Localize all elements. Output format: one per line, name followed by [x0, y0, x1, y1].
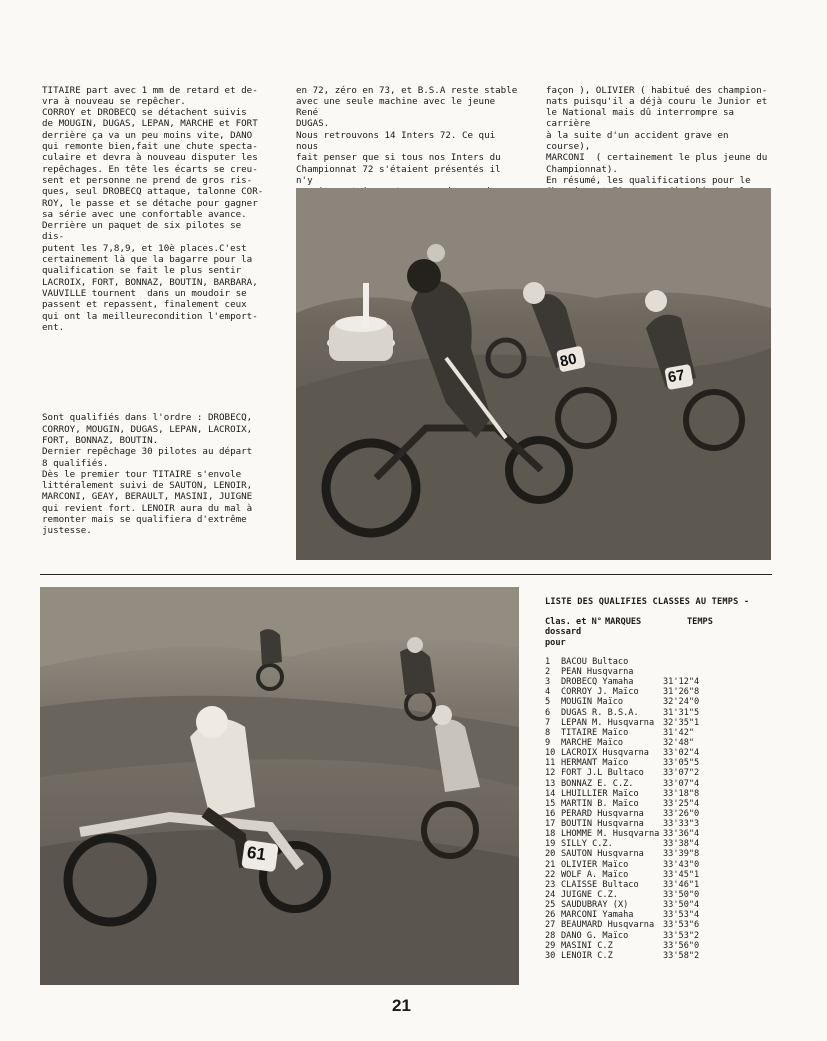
lap-time: 33'45"1: [663, 869, 700, 880]
motorcycle-make: B.S.A.: [607, 707, 639, 718]
rider-and-make: [561, 687, 663, 697]
table-row: [545, 718, 775, 728]
rider-and-make: [561, 860, 663, 870]
motorcycle-make: C.Z.: [592, 839, 613, 850]
rider-name: PERARD: [561, 808, 593, 819]
lap-time: 32'24"0: [663, 697, 700, 708]
rider-and-make: [561, 768, 663, 778]
motorcycle-make: C.Z.: [612, 778, 634, 789]
rank: 25: [545, 900, 556, 911]
paragraph: en 72, zéro en 73, et B.S.A reste stable avec une seule machine avec le jeune René DUGAS. Nous retrouvons 14 Inters 72. Ce qui nous fait penser que si tous nos Inters du Championnat 72 s'étaient présentés il n'y: [296, 84, 518, 186]
rider-and-make: [561, 748, 663, 758]
rank: 27: [545, 920, 556, 931]
header-make: MARQUES: [605, 617, 642, 628]
rank: 11: [545, 758, 556, 769]
rider-and-make: [561, 799, 663, 809]
rider-name: BEAUMARD: [561, 920, 603, 931]
lap-time: 31'42": [663, 727, 695, 738]
rider-name: MARCONI: [561, 910, 598, 921]
rider-and-make: [561, 758, 663, 768]
header-rank: Clas. et N°: [545, 617, 602, 628]
rider-and-make: [561, 819, 663, 829]
table-row: [545, 829, 775, 839]
lap-time: 32'48": [663, 737, 695, 748]
lap-time: 33'46"1: [663, 879, 700, 890]
table-row: [545, 789, 775, 799]
table-row: [545, 809, 775, 819]
table-row: [545, 880, 775, 890]
rider-and-make: [561, 941, 663, 951]
rider-name: HERMANT: [561, 758, 598, 769]
page-number: 21: [392, 996, 411, 1015]
motorcycle-make: Maïco: [602, 930, 629, 941]
lap-time: 33'18"8: [663, 788, 700, 799]
lap-time: [663, 667, 735, 677]
rank: 30: [545, 950, 556, 961]
rider-and-make: [561, 880, 663, 890]
rider-and-make: [561, 900, 663, 910]
rider-and-make: [561, 839, 663, 849]
motorcycle-make: Bultaco: [602, 879, 639, 890]
rank: 13: [545, 778, 556, 789]
rank: 7: [545, 717, 551, 728]
rider-name: LACROIX: [561, 748, 598, 759]
rank: 4: [545, 687, 551, 698]
table-row: [545, 870, 775, 880]
rider-name: DUGAS R.: [561, 707, 603, 718]
motorcycle-make: Yamaha: [602, 677, 634, 688]
lap-time: 33'50"0: [663, 890, 700, 901]
rider-name: LHOMME M.: [561, 829, 608, 840]
rank: 10: [545, 748, 556, 759]
section-divider: [40, 574, 772, 575]
rider-and-make: [561, 667, 663, 677]
rank: 29: [545, 940, 556, 951]
rider-name: SILLY: [561, 839, 587, 850]
rider-name: LEPAN M.: [561, 717, 603, 728]
rank: 12: [545, 768, 556, 779]
plate-number: 80: [558, 350, 579, 371]
header-rank-sub: dossard pour: [545, 627, 582, 648]
lap-time: 33'25"4: [663, 798, 700, 809]
plate-number: 61: [245, 842, 268, 865]
lap-time: 33'36"4: [663, 829, 700, 840]
rank: 1: [545, 656, 551, 667]
rider-and-make: [561, 829, 663, 839]
lap-time: 33'02"4: [663, 748, 700, 759]
table-row: [545, 667, 775, 677]
rider-and-make: [561, 697, 663, 707]
rider-and-make: [561, 849, 663, 859]
motorcycle-make: Maïco: [602, 869, 629, 880]
motorcycle-make: Husqvarna: [597, 819, 644, 830]
rank: 8: [545, 727, 551, 738]
motorcycle-make: Bultaco: [592, 656, 629, 667]
table-row: [545, 657, 775, 667]
lap-time: 33'53"2: [663, 930, 700, 941]
motorcycle-make: Maïco: [612, 788, 639, 799]
table-row: [545, 687, 775, 697]
rank: 21: [545, 859, 556, 870]
table-row: [545, 910, 775, 920]
rank: 23: [545, 879, 556, 890]
rank: 26: [545, 910, 556, 921]
table-row: [545, 768, 775, 778]
rider-name: MOUGIN: [561, 697, 593, 708]
lap-time: 33'38"4: [663, 839, 700, 850]
lap-time: 32'35"1: [663, 717, 700, 728]
results-title: LISTE DES QUALIFIES CLASSES AU TEMPS -: [545, 597, 750, 607]
motorcycle-make: Husqvarna: [597, 808, 644, 819]
lap-time: 33'50"4: [663, 900, 700, 911]
rider-and-make: [561, 708, 663, 718]
rank: 20: [545, 849, 556, 860]
lap-time: 33'39"8: [663, 849, 700, 860]
results-rows: [545, 657, 775, 961]
table-row: [545, 920, 775, 930]
paragraph: façon ), OLIVIER ( habitué des champion- nats puisqu'il a déjà couru le Junior et le National mais dû interrompre sa carrière à la suite d'un accident grave en course), MARCONI ( certainement le plus jeune du Championnat). En résumé, les qualifications pour le: [546, 84, 768, 186]
rank: 24: [545, 890, 556, 901]
motorcycle-make: Maïco: [597, 697, 624, 708]
rider-name: LENOIR: [561, 950, 593, 961]
results-header: [545, 617, 775, 648]
table-row: [545, 860, 775, 870]
table-row: [545, 951, 775, 961]
lap-time: 33'53"6: [663, 920, 700, 931]
motorcycle-make: (X): [612, 900, 629, 911]
rider-name: BACOU: [561, 656, 587, 667]
rider-name: CLAISSE: [561, 879, 598, 890]
motorcycle-make: Husqvarna: [586, 666, 634, 677]
motorcycle-make: Bultaco: [607, 768, 644, 779]
rank: 15: [545, 798, 556, 809]
motorcycle-make: Maïco: [602, 859, 629, 870]
lap-time: 31'26"8: [663, 687, 700, 698]
rider-name: TITAIRE: [561, 727, 598, 738]
rider-and-make: [561, 779, 663, 789]
rank: 6: [545, 707, 551, 718]
rank: 28: [545, 930, 556, 941]
qualifiers-results-table: [545, 597, 775, 961]
motorcycle-make: Husqvarna: [607, 717, 655, 728]
table-row: [545, 890, 775, 900]
lap-time: 33'56"0: [663, 940, 700, 951]
rider-and-make: [561, 718, 663, 728]
motocross-photo-bottom: [40, 587, 519, 985]
rider-name: MARCHE: [561, 737, 593, 748]
table-row: [545, 708, 775, 718]
rank: 9: [545, 737, 551, 748]
lap-time: 31'12"4: [663, 677, 700, 688]
rank: 17: [545, 819, 556, 830]
table-row: [545, 779, 775, 789]
rider-name: PEAN: [561, 666, 582, 677]
motorcycle-make: Maïco: [612, 798, 639, 809]
rider-and-make: [561, 870, 663, 880]
motorcycle-make: Maïco: [602, 727, 629, 738]
rider-and-make: [561, 728, 663, 738]
table-row: [545, 799, 775, 809]
rider-name: WOLF A.: [561, 869, 598, 880]
rider-and-make: [561, 789, 663, 799]
lap-time: 33'53"4: [663, 910, 700, 921]
rider-and-make: [561, 920, 663, 930]
rider-name: DROBECQ: [561, 677, 598, 688]
motorcycle-make: Maïco: [612, 687, 639, 698]
lap-time: 33'33"3: [663, 819, 700, 830]
motorcycle-make: Husqvarna: [597, 849, 644, 860]
motorcycle-make: Husqvarna: [612, 829, 660, 840]
table-row: [545, 819, 775, 829]
motorcycle-make: C.Z: [597, 950, 613, 961]
rider-name: DANO G.: [561, 930, 598, 941]
motorcycle-make: Husqvarna: [607, 920, 655, 931]
table-row: [545, 748, 775, 758]
table-row: [545, 849, 775, 859]
rider-name: FORT J.L: [561, 768, 603, 779]
table-row: [545, 738, 775, 748]
rider-name: LHUILLIER: [561, 788, 608, 799]
lap-time: 33'26"0: [663, 808, 700, 819]
motorcycle-make: Maïco: [602, 758, 629, 769]
rider-and-make: [561, 677, 663, 687]
rider-name: MARTIN B.: [561, 798, 608, 809]
rider-name: BONNAZ E.: [561, 778, 608, 789]
lap-time: 33'07"2: [663, 768, 700, 779]
header-time: TEMPS: [687, 617, 713, 628]
motocross-photo-top: [296, 188, 771, 560]
table-row: [545, 728, 775, 738]
rank: 22: [545, 869, 556, 880]
table-row: [545, 839, 775, 849]
motorcycle-make: C.Z.: [597, 890, 618, 901]
rank: 2: [545, 666, 551, 677]
lap-time: 33'43"0: [663, 859, 700, 870]
table-row: [545, 931, 775, 941]
rider-and-make: [561, 657, 663, 667]
rider-name: CORROY J.: [561, 687, 608, 698]
lap-time: 33'05"5: [663, 758, 700, 769]
rank: 5: [545, 697, 551, 708]
rider-and-make: [561, 738, 663, 748]
rider-name: SAUTON: [561, 849, 593, 860]
rank: 14: [545, 788, 556, 799]
rider-and-make: [561, 890, 663, 900]
rider-and-make: [561, 931, 663, 941]
rider-and-make: [561, 809, 663, 819]
rider-name: OLIVIER: [561, 859, 598, 870]
table-row: [545, 900, 775, 910]
motorcycle-make: Yamaha: [602, 910, 634, 921]
rank: 19: [545, 839, 556, 850]
rider-name: MASINI: [561, 940, 593, 951]
rank: 3: [545, 677, 551, 688]
lap-time: [663, 657, 735, 667]
motorcycle-make: Maïco: [597, 737, 624, 748]
plate-number: 67: [666, 366, 687, 387]
rider-and-make: [561, 910, 663, 920]
table-row: [545, 677, 775, 687]
rank: 16: [545, 808, 556, 819]
paragraph: Sont qualifiés dans l'ordre : DROBECQ, CORROY, MOUGIN, DUGAS, LEPAN, LACROIX, FORT, BONNAZ, BOUTIN. Dernier repêchage 30 pilotes au départ 8 qualifiés. Dès le premier tour TITAIRE s'envole littéralement suivi de SAUTON, LENOIR, MARCONI, GEAY, BERAULT, MASINI, JUIGNE qui revient fort. LENOIR aura du mal à remonter mais se qualifiera d'extrême justesse.: [42, 412, 253, 537]
rider-name: BOUTIN: [561, 819, 593, 830]
rider-name: SAUDUBRAY: [561, 900, 608, 911]
rank: 18: [545, 829, 556, 840]
motorcycle-make: Husqvarna: [602, 748, 649, 759]
lap-time: 33'58"2: [663, 950, 700, 961]
table-row: [545, 758, 775, 768]
lap-time: 33'07"4: [663, 778, 700, 789]
motorcycle-make: C.Z: [597, 940, 613, 951]
table-row: [545, 941, 775, 951]
paragraph: TITAIRE part avec 1 mm de retard et de- vra à nouveau se repêcher. CORROY et DROBECQ se détachent suivis de MOUGIN, DUGAS, LEPAN, MARCHE et FORT derrière ça va un peu moins vite, DANO qui remonte bien,fait une chute specta- culaire et devra à nouveau disputer les repêchages. En tête les écarts se creu- sent et personne ne prend de gros ris- ques, seul DROBECQ attaque, talonne COR- ROY, le passe et se détache pour gagner sa série avec une confortable avance. Derrière un paquet de six pilotes se dis- putent les 7,8,9, et 10è places.C'est certainement là que la bagarre pour la qualification se fait le plus sentir LACROIX, FORT, BONNAZ, BOUTIN, BARBARA, VAUVILLE tournent dans un moudoir se passent et repassent, finalement ceux qui ont la meilleurecondition l'emport- ent.: [42, 84, 264, 333]
rider-name: JUIGNE: [561, 890, 593, 901]
lap-time: 31'31"5: [663, 707, 700, 718]
rider-and-make: [561, 951, 663, 961]
table-row: [545, 697, 775, 707]
